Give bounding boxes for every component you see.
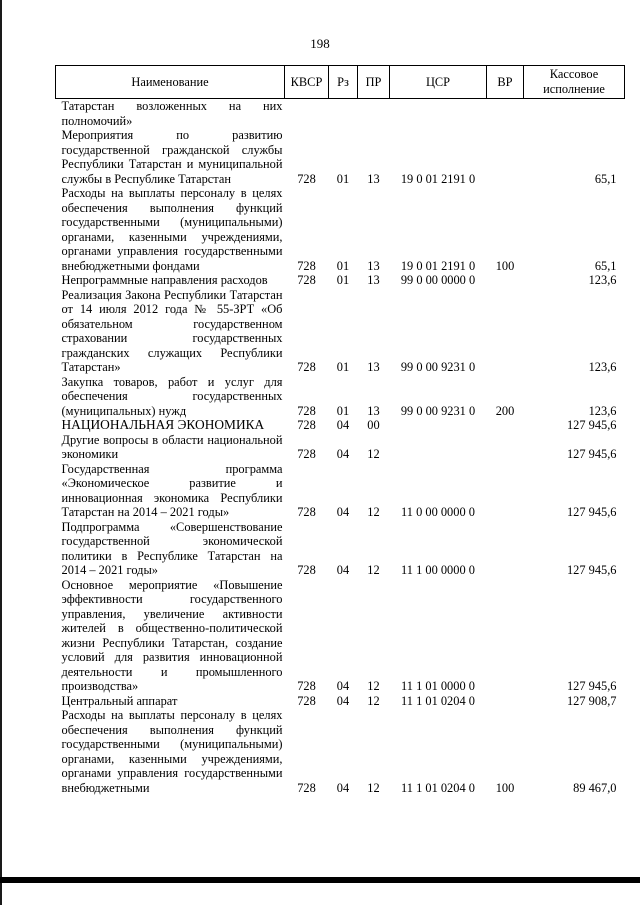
table-row	[56, 462, 625, 520]
cell-kvsr	[285, 99, 329, 129]
cell-pr: 12	[367, 505, 380, 519]
cell-csr: 11 1 00 0000 0	[401, 563, 475, 577]
cell-amount: 123,6	[588, 273, 617, 287]
cell-name: Центральный аппарат	[61, 693, 178, 708]
cell-csr: 19 0 01 2191 0	[400, 171, 476, 186]
header-pr: ПР	[358, 66, 390, 99]
cell-amount: 65,1	[594, 258, 617, 273]
cell-pr: 12	[367, 679, 380, 693]
cell-kvsr: 728	[297, 780, 316, 795]
cell-amount: 127 945,6	[566, 679, 617, 693]
cell-kvsr: 728	[297, 505, 316, 519]
cell-kvsr: 728	[297, 360, 316, 374]
cell-rz: 04	[336, 418, 350, 432]
cell-vr	[487, 128, 524, 186]
cell-kvsr: 728	[297, 171, 316, 186]
cell-amount: 127 945,6	[566, 505, 617, 519]
table-body	[56, 99, 625, 796]
table-row	[56, 418, 625, 433]
cell-rz: 01	[336, 273, 350, 287]
cell-pr: 12	[367, 693, 380, 708]
cell-pr	[358, 99, 390, 129]
cell-vr: 200	[495, 403, 515, 418]
cell-amount: 123,6	[588, 403, 617, 418]
cell-rz: 04	[336, 679, 350, 693]
table-row	[56, 578, 625, 694]
header-rz: Рз	[329, 66, 358, 99]
table-row	[56, 273, 625, 288]
cell-vr	[487, 433, 524, 462]
cell-kvsr: 728	[297, 679, 316, 693]
cell-amount: 123,6	[588, 360, 617, 374]
cell-name: Реализация Закона Республики Татарстан от 14 июля 2012 года № 55-ЗРТ «Об обязательном государственном страховании государственных гражданских служащих Республики Татарстан»	[61, 287, 283, 374]
table-row	[56, 288, 625, 375]
cell-amount: 65,1	[594, 171, 617, 186]
cell-pr: 12	[367, 563, 380, 577]
cell-pr: 00	[367, 418, 380, 432]
cell-amount: 127 945,6	[566, 447, 617, 461]
cell-kvsr: 728	[297, 258, 316, 273]
cell-vr	[487, 288, 524, 375]
cell-amount: 89 467,0	[573, 780, 617, 795]
cell-pr: 13	[367, 360, 380, 374]
table-row	[56, 375, 625, 419]
table-row	[56, 433, 625, 462]
cell-name: Расходы на выплаты персоналу в целях обеспечения выполнения функций государственными (муниципальными) органами, казенными учреждениями, органами управления государственными внебюджетными фондами	[61, 186, 283, 273]
cell-vr	[487, 462, 524, 520]
cell-vr	[487, 273, 524, 288]
cell-name: Подпрограмма «Совершенствование государственной экономической политики в Республике Татарстан на 2014 – 2021 годы»	[61, 519, 283, 577]
cell-amount: 127 945,6	[566, 563, 617, 577]
cell-kvsr: 728	[297, 447, 316, 461]
cell-vr	[487, 418, 524, 433]
cell-rz: 04	[336, 563, 350, 577]
scan-bottom-band	[0, 877, 640, 883]
cell-pr: 13	[367, 171, 380, 186]
cell-csr	[390, 99, 487, 129]
cell-rz: 01	[336, 403, 350, 418]
cell-csr: 99 0 00 0000 0	[400, 273, 476, 287]
table-header-row	[56, 66, 625, 99]
cell-csr: 11 0 00 0000 0	[401, 505, 475, 519]
table-row	[56, 186, 625, 273]
budget-execution-table	[55, 65, 625, 795]
table-row	[56, 708, 625, 795]
cell-rz: 04	[336, 505, 350, 519]
cell-name: Основное мероприятие «Повышение эффективности государственного управления, увеличение активности жителей в общественно-политической жизни Республики Татарстан, создание условий для развития инновационной деятельности и промышленного производства»	[61, 577, 283, 693]
cell-name: Мероприятия по развитию государственной гражданской службы Республики Татарстан и муниципальной службы в Республике Татарстан	[61, 128, 283, 186]
cell-rz: 04	[336, 693, 350, 708]
cell-csr: 99 0 00 9231 0	[400, 360, 476, 374]
header-amount: Кассовое исполнение	[524, 66, 625, 99]
cell-rz: 01	[336, 360, 350, 374]
cell-rz: 04	[336, 447, 350, 461]
cell-kvsr: 728	[297, 693, 316, 708]
cell-vr: 100	[495, 258, 515, 273]
cell-amount: 127 908,7	[566, 693, 617, 708]
cell-pr: 13	[367, 258, 380, 273]
scan-left-edge	[0, 0, 2, 905]
header-csr: ЦСР	[390, 66, 487, 99]
cell-vr	[487, 578, 524, 694]
cell-csr: 11 1 01 0204 0	[401, 780, 475, 795]
cell-pr: 13	[367, 273, 380, 287]
cell-vr: 100	[495, 780, 515, 795]
cell-rz: 01	[336, 171, 350, 186]
cell-csr: 99 0 00 9231 0	[400, 403, 476, 418]
cell-rz	[329, 99, 358, 129]
header-kvsr: КВСР	[285, 66, 329, 99]
table-row	[56, 520, 625, 578]
table-row	[56, 99, 625, 129]
cell-rz: 01	[336, 258, 350, 273]
cell-name: НАЦИОНАЛЬНАЯ ЭКОНОМИКА	[61, 417, 265, 432]
cell-name: Татарстан возложенных на них полномочий»	[61, 99, 283, 128]
cell-name: Непрограммные направления расходов	[61, 273, 268, 287]
cell-name: Государственная программа «Экономическое развитие и инновационная экономика Республики Татарстан на 2014 – 2021 годы»	[61, 461, 283, 519]
cell-kvsr: 728	[297, 563, 316, 577]
cell-vr	[487, 99, 524, 129]
cell-pr: 12	[367, 780, 380, 795]
cell-csr: 11 1 01 0204 0	[401, 693, 475, 708]
page-number: 198	[310, 36, 330, 51]
cell-amount: 127 945,6	[566, 418, 617, 432]
cell-kvsr: 728	[297, 403, 316, 418]
cell-name: Другие вопросы в области национальной экономики	[61, 432, 283, 461]
table-row	[56, 694, 625, 709]
cell-csr: 19 0 01 2191 0	[400, 258, 476, 273]
cell-csr	[390, 418, 487, 433]
cell-name: Расходы на выплаты персоналу в целях обеспечения выполнения функций государственными (муниципальными) органами, казенными учреждениями, органами управления государственными внебюджетными	[61, 708, 283, 795]
cell-csr	[390, 433, 487, 462]
cell-kvsr: 728	[297, 418, 316, 432]
cell-amount	[524, 99, 625, 129]
cell-rz: 04	[336, 780, 350, 795]
header-name: Наименование	[56, 66, 285, 99]
cell-name: Закупка товаров, работ и услуг для обеспечения государственных (муниципальных) нужд	[61, 374, 283, 418]
cell-vr	[487, 694, 524, 709]
cell-pr: 13	[367, 403, 380, 418]
table-row	[56, 128, 625, 186]
cell-csr: 11 1 01 0000 0	[401, 679, 475, 693]
cell-vr	[487, 520, 524, 578]
header-vr: ВР	[487, 66, 524, 99]
cell-pr: 12	[367, 447, 380, 461]
cell-kvsr: 728	[297, 273, 316, 287]
